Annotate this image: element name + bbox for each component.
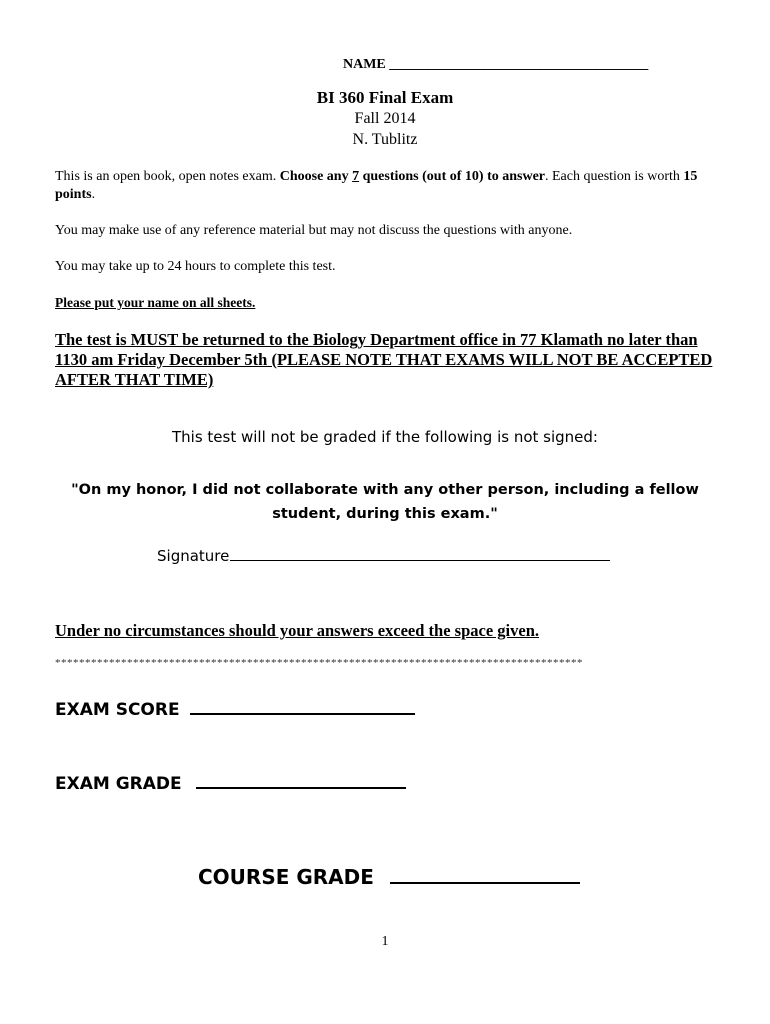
exam-score-field	[55, 697, 415, 720]
signature-line	[230, 546, 610, 561]
exam-instructor: N. Tublitz	[352, 131, 418, 148]
instruction-name: Please put your name on all sheets.	[55, 295, 256, 310]
instruction-open-book: This is an open book, open notes exam. Choose any 7 questions (out of 10) to answer. Each question is worth 15 points.	[55, 169, 698, 202]
name-label: NAME	[343, 57, 386, 72]
page-number: 1	[381, 934, 389, 949]
instruction-deadline: The test is MUST be returned to the Biology Department office in 77 Klamath no later than 1130 am Friday December 5th (PLEASE NOTE THAT EXAMS WILL NOT BE ACCEPTED AFTER THAT TIME)	[55, 330, 713, 389]
exam-grade-label: EXAM GRADE	[55, 774, 182, 794]
honor-notice: This test will not be graded if the following is not signed:	[171, 428, 598, 446]
signature-label: Signature	[157, 547, 230, 565]
exam-grade-field	[55, 771, 406, 794]
exam-score-line	[190, 697, 415, 715]
name-blank: _____________________________________	[389, 57, 649, 72]
separator-stars: ****************************************************************************************	[55, 657, 583, 669]
honor-pledge: "On my honor, I did not collaborate with any other person, including a fellow student, during this exam."	[71, 482, 699, 522]
course-grade-line	[390, 866, 580, 884]
instruction-time: You may take up to 24 hours to complete this test.	[55, 259, 336, 274]
signature-field	[157, 546, 610, 565]
course-grade-label: COURSE GRADE	[198, 865, 374, 889]
exam-grade-line	[196, 771, 406, 789]
exam-title: BI 360 Final Exam	[316, 88, 454, 107]
instruction-reference: You may make use of any reference material but may not discuss the questions with anyone.	[55, 223, 573, 238]
course-grade-field	[198, 865, 580, 889]
exam-score-label: EXAM SCORE	[55, 700, 180, 720]
name-field	[343, 57, 648, 73]
space-warning: Under no circumstances should your answers exceed the space given.	[55, 621, 539, 640]
exam-term: Fall 2014	[354, 110, 416, 127]
